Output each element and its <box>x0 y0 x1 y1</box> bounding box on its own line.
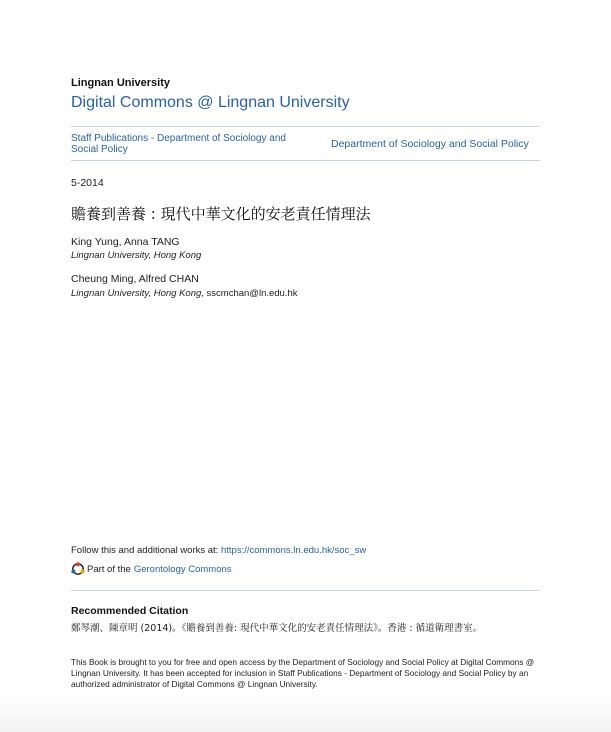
footer-text: This Book is brought to you for free and open access by the Department of Sociology and Social Policy at Digital Commons @ Lingnan University. It has been accepted for inclusion in Staff Publications - Department of Sociology and Social Policy by an authorized administrator of Digital Commons @ Lingnan University. <box>71 657 535 689</box>
publication-date: 5-2014 <box>71 177 104 189</box>
affiliation-text: Lingnan University, Hong Kong <box>71 250 202 261</box>
institution-name: Lingnan University <box>71 77 171 89</box>
part-of-line <box>71 562 232 576</box>
author-affiliation <box>71 250 201 261</box>
citation-text: 鄭琴潮、陳章明 (2014)。《贍養到善養: 現代中華文化的安老責任情理法》。香港 : 循道衛理書室。 <box>71 623 483 634</box>
author-email[interactable]: sscmchan@ln.edu.hk <box>206 288 298 299</box>
author-name: Cheung Ming, Alfred CHAN <box>71 273 199 285</box>
follow-url-link[interactable]: https://commons.ln.edu.hk/soc_sw <box>220 545 367 556</box>
follow-line <box>71 545 366 556</box>
commons-link[interactable]: Gerontology Commons <box>133 563 232 575</box>
author-name: King Yung, Anna TANG <box>71 236 180 248</box>
document-title: 贍養到善養 : 現代中華文化的安老責任情理法 <box>71 205 371 223</box>
follow-label: Follow this and additional works at: <box>71 545 219 556</box>
department-link[interactable]: Department of Sociology and Social Policy <box>331 138 529 150</box>
divider-citation <box>71 590 540 591</box>
series-link[interactable]: Staff Publications - Department of Sociology and Social Policy <box>71 133 286 155</box>
divider-bottom <box>71 160 540 161</box>
part-of-label: Part of the <box>87 563 131 575</box>
divider-top <box>71 126 540 127</box>
network-icon <box>71 562 85 576</box>
repository-link[interactable]: Digital Commons @ Lingnan University <box>71 94 350 111</box>
citation-heading: Recommended Citation <box>71 605 189 617</box>
affiliation-text: Lingnan University, Hong Kong <box>71 288 202 299</box>
author-affiliation: Lingnan University, Hong Kong, sscmchan@ln.edu.hk <box>71 288 298 299</box>
page-bottom-shadow <box>0 692 611 732</box>
